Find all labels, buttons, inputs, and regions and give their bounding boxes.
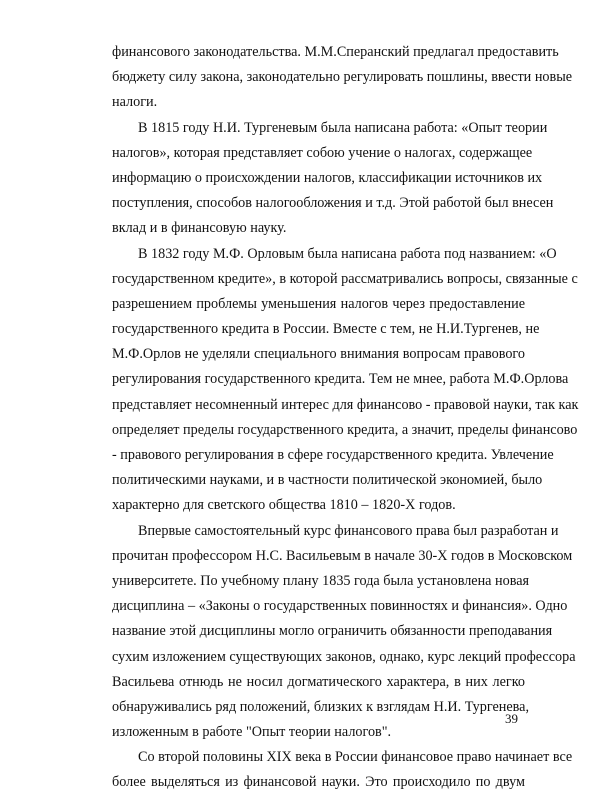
text-line: представляет несомненный интерес для финансово - правовой науки, так как	[112, 396, 579, 413]
text-line: обнаруживались ряд положений, близких к взглядам Н.И. Тургенева,	[112, 698, 530, 715]
text-line: Впервые самостоятельный курс финансового права был разработан и	[138, 522, 559, 539]
text-line: государственном кредите», в которой рассматривались вопросы, связанные с	[112, 270, 578, 287]
text-line: прочитан профессором Н.С. Васильевым в начале 30-Х годов в Московском	[112, 547, 573, 564]
text-line: дисциплина – «Законы о государственных повинностях и финансия». Одно	[112, 598, 568, 615]
text-line: - правового регулирования в сфере государственного кредита. Увлечение	[112, 447, 554, 463]
text-line: налоги.	[112, 94, 158, 111]
text-line: университете. По учебному плану 1835 года была установлена новая	[112, 572, 530, 589]
page-number: 39	[505, 711, 518, 726]
text-line: финансового законодательства. М.М.Сперанский предлагал предоставить	[112, 44, 559, 60]
text-line: определяет пределы государственного кредита, а значит, пределы финансово	[112, 421, 578, 438]
text-line: Васильева отнюдь не носил догматического характера, в них легко	[112, 673, 525, 690]
text-line: политическими науками, и в частности политической экономией, было	[112, 472, 543, 489]
text-line: государственного кредита в России. Вместе с тем, не Н.И.Тургенев, не	[112, 321, 540, 338]
text-line: Со второй половины XIX века в России финансовое право начинает все	[138, 749, 573, 766]
text-line: поступления, способов налогообложения и т.д. Этой работой был внесен	[112, 195, 554, 212]
text-line: регулирования государственного кредита. Тем не мнее, работа М.Ф.Орлова	[112, 371, 569, 388]
text-line: более выделяться из финансовой науки. Это происходило по двум	[112, 774, 525, 791]
text-line: изложенным в работе "Опыт теории налогов".	[112, 724, 392, 741]
text-line: информацию о происхождении налогов, классификации источников их	[112, 169, 543, 186]
text-line: сухим изложением существующих законов, однако, курс лекций профессора	[112, 648, 576, 665]
text-line: разрешением проблемы уменьшения налогов через предоставление	[112, 295, 525, 312]
text-line: налогов», которая представляет собою учение о налогах, содержащее	[112, 144, 533, 161]
text-line: В 1815 году Н.И. Тургеневым была написана работа: «Опыт теории	[138, 119, 548, 136]
text-line: В 1832 году М.Ф. Орловым была написана работа под названием: «О	[138, 245, 557, 262]
text-line: бюджету силу закона, законодательно регулировать пошлины, ввести новые	[112, 69, 573, 86]
text-line: название этой дисциплины могло ограничить обязанности преподавания	[112, 623, 553, 640]
body-text	[112, 40, 579, 796]
text-line: М.Ф.Орлов не уделяли специального внимания вопросам правового	[112, 346, 525, 363]
text-line: характерно для светского общества 1810 – 1820-Х годов.	[112, 497, 456, 514]
text-line: вклад и в финансовую науку.	[112, 220, 287, 237]
